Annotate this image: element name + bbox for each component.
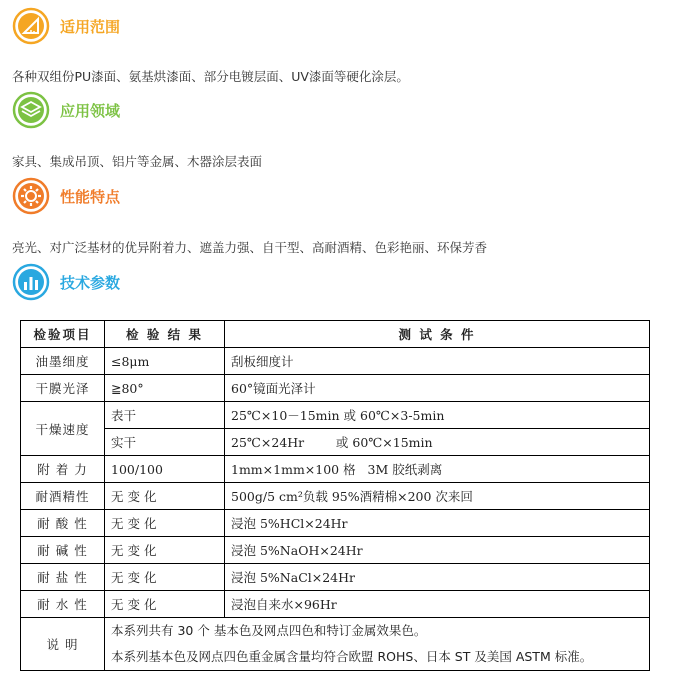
section-title: 技术参数 — [60, 273, 121, 292]
section-header-fields — [12, 90, 120, 130]
table-row — [21, 591, 650, 618]
spec-table — [20, 320, 650, 671]
row-result: 无 变 化 — [105, 537, 225, 564]
table-row — [21, 537, 650, 564]
row-condition: 500g/5 cm²负载 95%酒精棉×200 次来回 — [225, 483, 650, 510]
table-row — [21, 402, 650, 429]
section-title: 适用范围 — [60, 17, 121, 36]
section-header-specs — [12, 262, 120, 302]
row-item: 干膜光泽 — [21, 375, 105, 402]
gear-icon — [12, 177, 50, 215]
row-condition: 25℃×24Hr 或 60℃×15min — [225, 429, 650, 456]
section-header-features — [12, 176, 120, 216]
row-item: 干燥速度 — [21, 402, 105, 456]
row-result: 无 变 化 — [105, 564, 225, 591]
header-item: 检验项目 — [21, 321, 105, 348]
row-condition: 浸泡 5%NaOH×24Hr — [225, 537, 650, 564]
table-row — [21, 456, 650, 483]
table-row — [21, 510, 650, 537]
triangle-ruler-icon — [12, 7, 50, 45]
row-result: 表干 — [105, 402, 225, 429]
section-description: 家具、集成吊顶、铝片等金属、木器涂层表面 — [12, 154, 263, 169]
row-result: 实干 — [105, 429, 225, 456]
note-line: 本系列共有 30 个 基本色及网点四色和特订金属效果色。 — [111, 623, 427, 638]
row-condition: 刮板细度计 — [225, 348, 650, 375]
row-item: 耐 碱 性 — [21, 537, 105, 564]
row-result: 100/100 — [105, 456, 225, 483]
row-item: 耐 水 性 — [21, 591, 105, 618]
row-result: 无 变 化 — [105, 483, 225, 510]
row-item: 耐酒精性 — [21, 483, 105, 510]
row-result: ≧80° — [105, 375, 225, 402]
header-condition: 测 试 条 件 — [225, 321, 650, 348]
layers-icon — [12, 91, 50, 129]
table-note-row — [21, 618, 650, 671]
section-description: 各种双组份PU漆面、氨基烘漆面、部分电镀层面、UV漆面等硬化涂层。 — [12, 69, 409, 84]
note-label: 说 明 — [21, 618, 105, 671]
row-condition: 浸泡 5%HCl×24Hr — [225, 510, 650, 537]
section-title: 应用领域 — [60, 101, 121, 120]
row-condition: 浸泡自来水×96Hr — [225, 591, 650, 618]
row-condition: 25℃×10－15min 或 60℃×3-5min — [225, 402, 650, 429]
section-description: 亮光、对广泛基材的优异附着力、遮盖力强、自干型、高耐酒精、色彩艳丽、环保芳香 — [12, 240, 488, 255]
row-result: 无 变 化 — [105, 510, 225, 537]
row-condition: 浸泡 5%NaCl×24Hr — [225, 564, 650, 591]
section-title: 性能特点 — [60, 187, 121, 206]
row-item: 附 着 力 — [21, 456, 105, 483]
table-header-row — [21, 321, 650, 348]
row-item: 耐 酸 性 — [21, 510, 105, 537]
row-result: 无 变 化 — [105, 591, 225, 618]
note-line: 本系列基本色及网点四色重金属含量均符合欧盟 ROHS、日本 ST 及美国 ASTM 标准。 — [111, 649, 593, 664]
table-row — [21, 375, 650, 402]
row-item: 油墨细度 — [21, 348, 105, 375]
section-header-scope — [12, 6, 120, 46]
row-condition: 60°镜面光泽计 — [225, 375, 650, 402]
bar-chart-icon — [12, 263, 50, 301]
note-content — [105, 618, 650, 671]
row-result: ≤8μm — [105, 348, 225, 375]
table-row — [21, 483, 650, 510]
table-row — [21, 429, 650, 456]
header-result: 检 验 结 果 — [105, 321, 225, 348]
table-row — [21, 564, 650, 591]
table-row — [21, 348, 650, 375]
row-item: 耐 盐 性 — [21, 564, 105, 591]
row-condition: 1mm×1mm×100 格 3M 胶纸剥离 — [225, 456, 650, 483]
